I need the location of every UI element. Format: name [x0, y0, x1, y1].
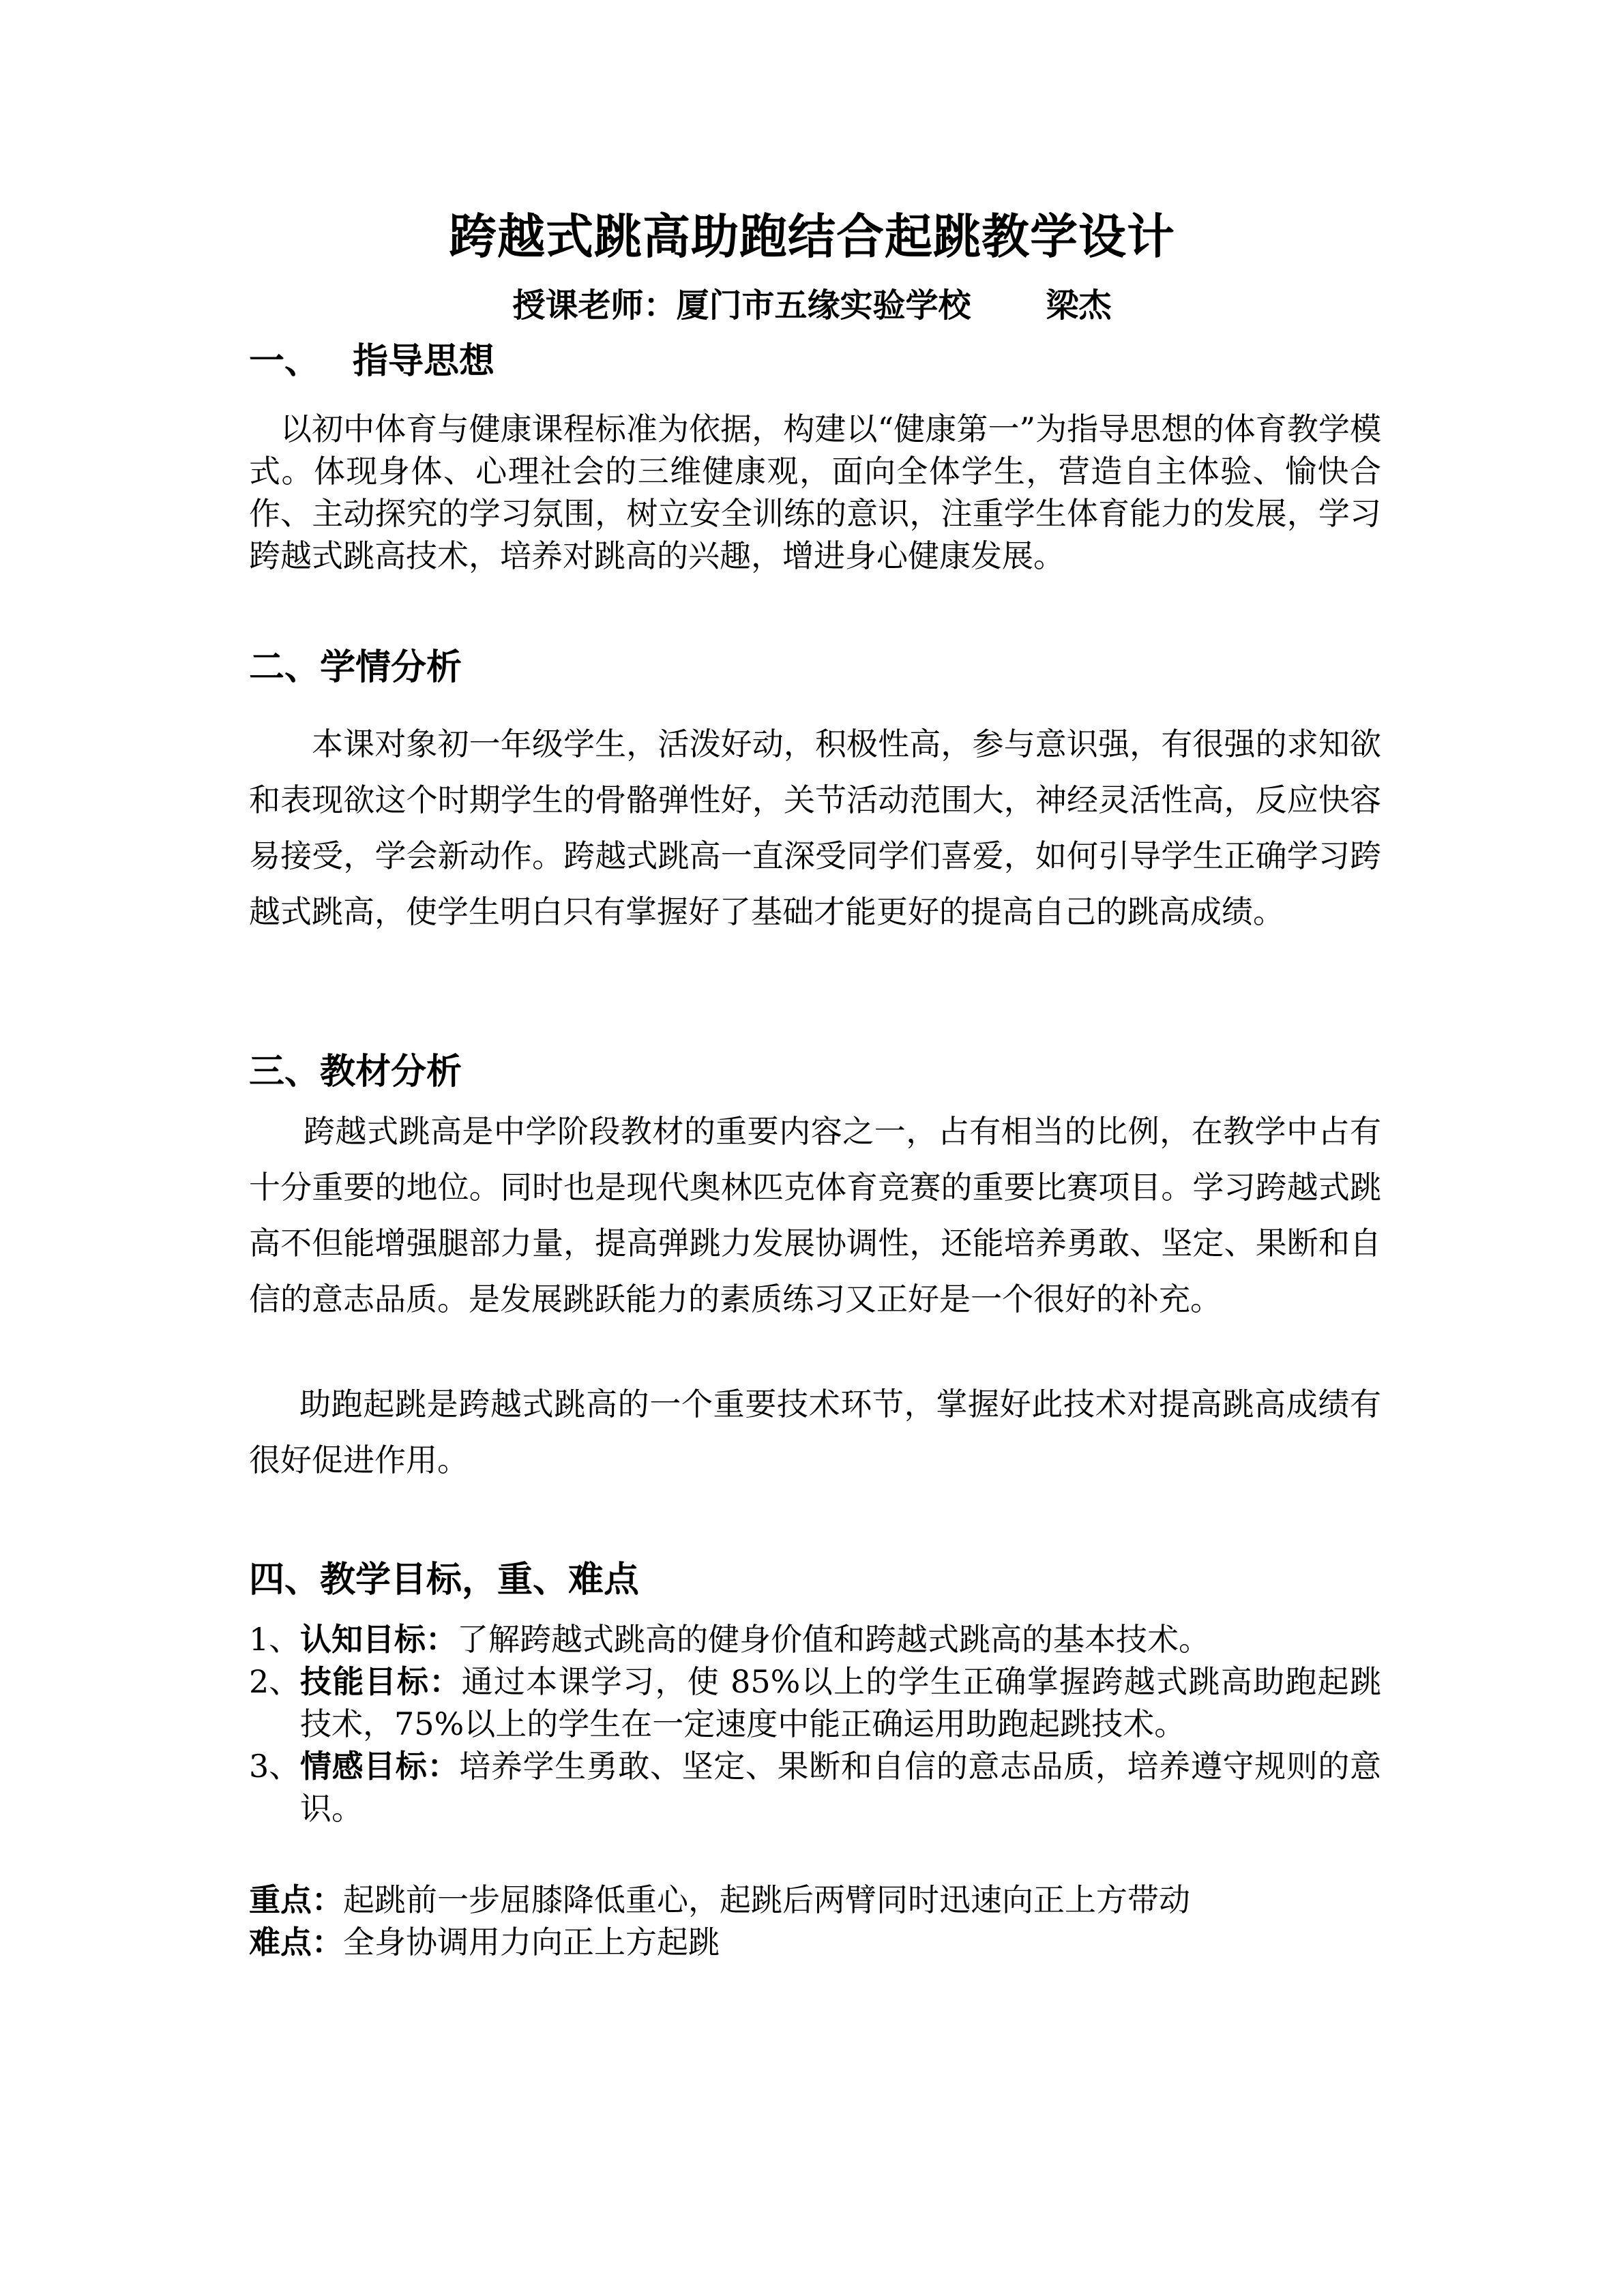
goal-text: 通过本课学习，使 85%以上的学生正确掌握跨越式跳高助跑起跳技术，75%以上的学生在一定速度中能正确运用助跑起跳技术。	[300, 1663, 1382, 1742]
section-number: 一、	[249, 340, 321, 382]
list-item	[249, 1745, 1381, 1830]
section-heading-learner-analysis	[249, 644, 462, 691]
paragraph-learner-analysis: 本课对象初一年级学生，活泼好动，积极性高，参与意识强，有很强的求知欲和表现欲这个时期学生的骨骼弹性好，关节活动范围大，神经灵活性高，反应快容易接受，学会新动作。跨越式跳高一直深受同学们喜爱，如何引导学生正确学习跨越式跳高，使学生明白只有掌握好了基础才能更好的提高自己的跳高成绩。	[249, 726, 1381, 930]
goal-label: 技能目标：	[300, 1663, 462, 1700]
goal-text: 了解跨越式跳高的健身价值和跨越式跳高的基本技术。	[457, 1621, 1210, 1658]
teacher-line	[0, 282, 1624, 329]
goal-index: 2、	[249, 1663, 301, 1700]
paragraph-material-analysis-1: 跨越式跳高是中学阶段教材的重要内容之一，占有相当的比例，在教学中占有十分重要的地位。同时也是现代奥林匹克体育竞赛的重要比赛项目。学习跨越式跳高不但能增强腿部力量，提高弹跳力发展协调性，还能培养勇敢、坚定、果断和自信的意志品质。是发展跳跃能力的素质练习又正好是一个很好的补充。	[249, 1113, 1381, 1317]
section-title: 教学目标，重、难点	[320, 1559, 640, 1600]
document-title: 跨越式跳高助跑结合起跳教学设计	[449, 208, 1175, 265]
difficult-point-label: 难点：	[249, 1924, 343, 1960]
goal-label: 情感目标：	[300, 1748, 460, 1785]
section-heading-teaching-goals	[249, 1556, 639, 1604]
goal-index: 3、	[249, 1748, 301, 1785]
section-title: 教材分析	[320, 1051, 462, 1092]
section-title: 学情分析	[320, 646, 462, 688]
teacher-name: 梁杰	[1046, 286, 1112, 325]
section-number: 四、	[249, 1559, 321, 1600]
goal-text: 培养学生勇敢、坚定、果断和自信的意志品质，培养遵守规则的意识。	[300, 1748, 1382, 1827]
list-item	[249, 1660, 1381, 1745]
goal-label: 认知目标：	[300, 1621, 457, 1658]
section-title: 指导思想	[353, 340, 495, 382]
list-item	[249, 1618, 1381, 1660]
key-point	[249, 1879, 1190, 1921]
teacher-label: 授课老师：厦门市五缘实验学校	[512, 286, 971, 325]
key-point-label: 重点：	[249, 1881, 343, 1918]
section-number: 三、	[249, 1051, 321, 1092]
key-point-text: 起跳前一步屈膝降低重心，起跳后两臂同时迅速向正上方带动	[343, 1881, 1190, 1918]
paragraph-material-analysis-2: 助跑起跳是跨越式跳高的一个重要技术环节，掌握好此技术对提高跳高成绩有很好促进作用。	[249, 1386, 1381, 1478]
paragraph-guiding-ideology: 以初中体育与健康课程标准为依据，构建以“健康第一”为指导思想的体育教学模式。体现身体、心理社会的三维健康观，面向全体学生，营造自主体验、愉快合作、主动探究的学习氛围，树立安全训练的意识，注重学生体育能力的发展，学习跨越式跳高技术，培养对跳高的兴趣，增进身心健康发展。	[249, 411, 1381, 574]
section-number: 二、	[249, 646, 321, 688]
teaching-goals-list	[249, 1618, 1381, 1830]
difficult-point-text: 全身协调用力向正上方起跳	[343, 1924, 720, 1960]
difficult-point	[249, 1921, 720, 1963]
goal-index: 1、	[249, 1621, 301, 1658]
section-heading-guiding-ideology	[249, 338, 494, 385]
section-heading-material-analysis	[249, 1048, 462, 1096]
